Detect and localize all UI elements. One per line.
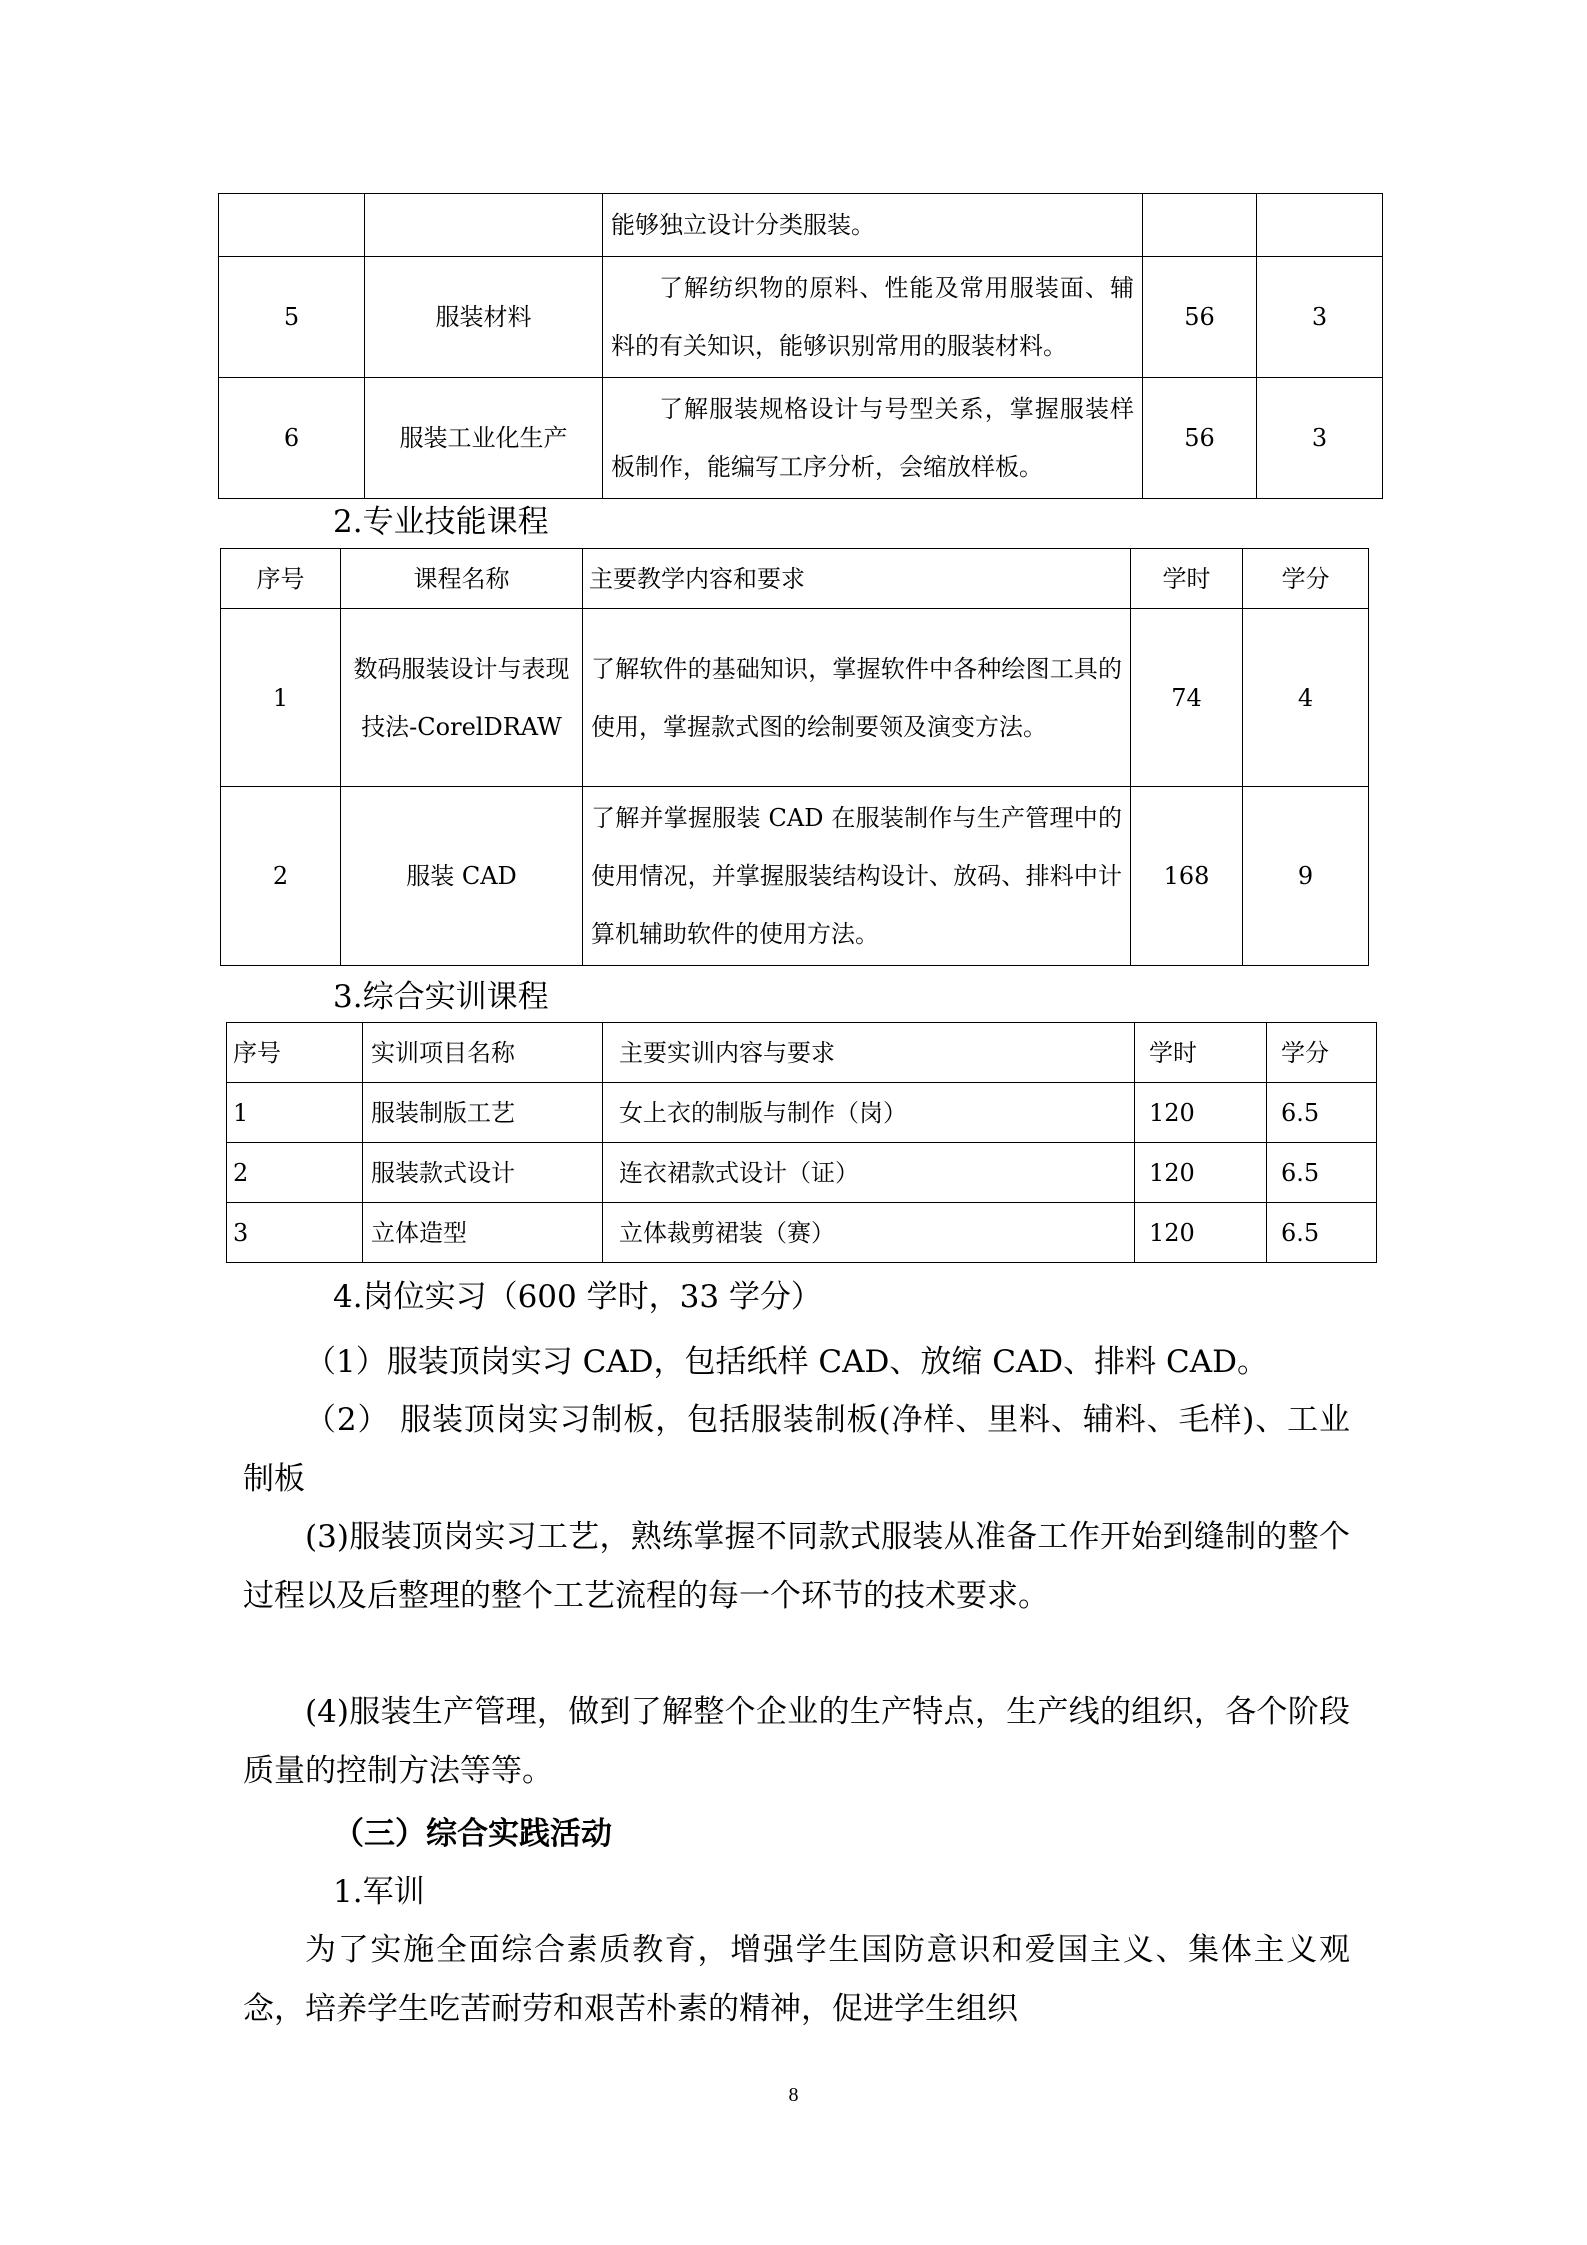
cell-credits: 3 [1257, 257, 1383, 378]
page-number: 8 [788, 2084, 799, 2106]
table-row [221, 787, 1369, 966]
cell-hours: 120 [1135, 1143, 1267, 1203]
header-no: 序号 [221, 549, 341, 609]
cell-content: 了解并掌握服装 CAD 在服装制作与生产管理中的使用情况，并掌握服装结构设计、放码、排料中计算机辅助软件的使用方法。 [583, 787, 1131, 966]
cell-no: 1 [227, 1083, 363, 1143]
cell-no: 2 [227, 1143, 363, 1203]
cell-credits: 6.5 [1267, 1203, 1377, 1263]
cell-credits: 9 [1243, 787, 1369, 966]
header-content: 主要教学内容和要求 [583, 549, 1131, 609]
cell-name: 服装工业化生产 [365, 378, 603, 499]
cell-hours: 120 [1135, 1203, 1267, 1263]
header-hours: 学时 [1131, 549, 1243, 609]
cell-hours [1143, 194, 1257, 257]
cell-credits: 6.5 [1267, 1083, 1377, 1143]
internship-item-2: （2） 服装顶岗实习制板，包括服装制板(净样、里料、辅料、毛样)、工业制板 [243, 1402, 1350, 1497]
header-name: 实训项目名称 [363, 1023, 603, 1083]
section-heading-practice: （三）综合实践活动 [333, 1816, 612, 1852]
cell-credits: 3 [1257, 378, 1383, 499]
military-training-paragraph: 为了实施全面综合素质教育，增强学生国防意识和爱国主义、集体主义观念，培养学生吃苦耐劳和艰苦朴素的精神，促进学生组织 [243, 1932, 1350, 2027]
cell-content: 连衣裙款式设计（证） [603, 1143, 1135, 1203]
table-row [219, 257, 1383, 378]
cell-hours: 168 [1131, 787, 1243, 966]
cell-name: 数码服装设计与表现技法-CorelDRAW [341, 609, 583, 787]
cell-credits: 4 [1243, 609, 1369, 787]
table-row [227, 1203, 1377, 1263]
cell-hours: 120 [1135, 1083, 1267, 1143]
cell-content: 立体裁剪裙装（赛） [603, 1203, 1135, 1263]
cell-name: 服装款式设计 [363, 1143, 603, 1203]
cell-no: 6 [219, 378, 365, 499]
header-credits: 学分 [1243, 549, 1369, 609]
cell-credits: 6.5 [1267, 1143, 1377, 1203]
cell-credits [1257, 194, 1383, 257]
internship-item-1: （1）服装顶岗实习 CAD，包括纸样 CAD、放缩 CAD、排料 CAD。 [305, 1344, 1268, 1380]
cell-no [219, 194, 365, 257]
cell-name: 立体造型 [363, 1203, 603, 1263]
header-hours: 学时 [1135, 1023, 1267, 1083]
header-name: 课程名称 [341, 549, 583, 609]
header-content: 主要实训内容与要求 [603, 1023, 1135, 1083]
table-row [227, 1143, 1377, 1203]
header-credits: 学分 [1267, 1023, 1377, 1083]
table-row [221, 609, 1369, 787]
cell-content: 了解服装规格设计与号型关系，掌握服装样板制作，能编写工序分析，会缩放样板。 [603, 378, 1143, 499]
cell-hours: 56 [1143, 378, 1257, 499]
cell-no: 5 [219, 257, 365, 378]
table-row [219, 378, 1383, 499]
table-header-row [221, 549, 1369, 609]
section-heading-comprehensive-training: 3.综合实训课程 [333, 979, 549, 1015]
cell-content: 女上衣的制版与制作（岗） [603, 1083, 1135, 1143]
table-header-row [227, 1023, 1377, 1083]
table-comprehensive-training [226, 1022, 1377, 1263]
cell-content: 能够独立设计分类服装。 [603, 194, 1143, 257]
cell-no: 1 [221, 609, 341, 787]
section-heading-internship: 4.岗位实习（600 学时，33 学分） [333, 1279, 822, 1315]
cell-hours: 56 [1143, 257, 1257, 378]
section-heading-professional-skills: 2.专业技能课程 [333, 504, 549, 540]
internship-item-4: (4)服装生产管理，做到了解整个企业的生产特点，生产线的组织，各个阶段质量的控制方法等等。 [243, 1694, 1350, 1789]
table-professional-skills [220, 548, 1369, 966]
cell-no: 3 [227, 1203, 363, 1263]
cell-hours: 74 [1131, 609, 1243, 787]
table-row [219, 194, 1383, 257]
table-row [227, 1083, 1377, 1143]
header-no: 序号 [227, 1023, 363, 1083]
internship-item-3: (3)服装顶岗实习工艺，熟练掌握不同款式服装从准备工作开始到缝制的整个过程以及后整理的整个工艺流程的每一个环节的技术要求。 [243, 1519, 1350, 1614]
table-foundation-courses-continued [218, 193, 1383, 499]
cell-content: 了解纺织物的原料、性能及常用服装面、辅料的有关知识，能够识别常用的服装材料。 [603, 257, 1143, 378]
cell-no: 2 [221, 787, 341, 966]
cell-name: 服装材料 [365, 257, 603, 378]
cell-name: 服装 CAD [341, 787, 583, 966]
sub-heading-military-training: 1.军训 [333, 1874, 425, 1910]
cell-name: 服装制版工艺 [363, 1083, 603, 1143]
cell-content: 了解软件的基础知识，掌握软件中各种绘图工具的使用，掌握款式图的绘制要领及演变方法。 [583, 609, 1131, 787]
cell-name [365, 194, 603, 257]
